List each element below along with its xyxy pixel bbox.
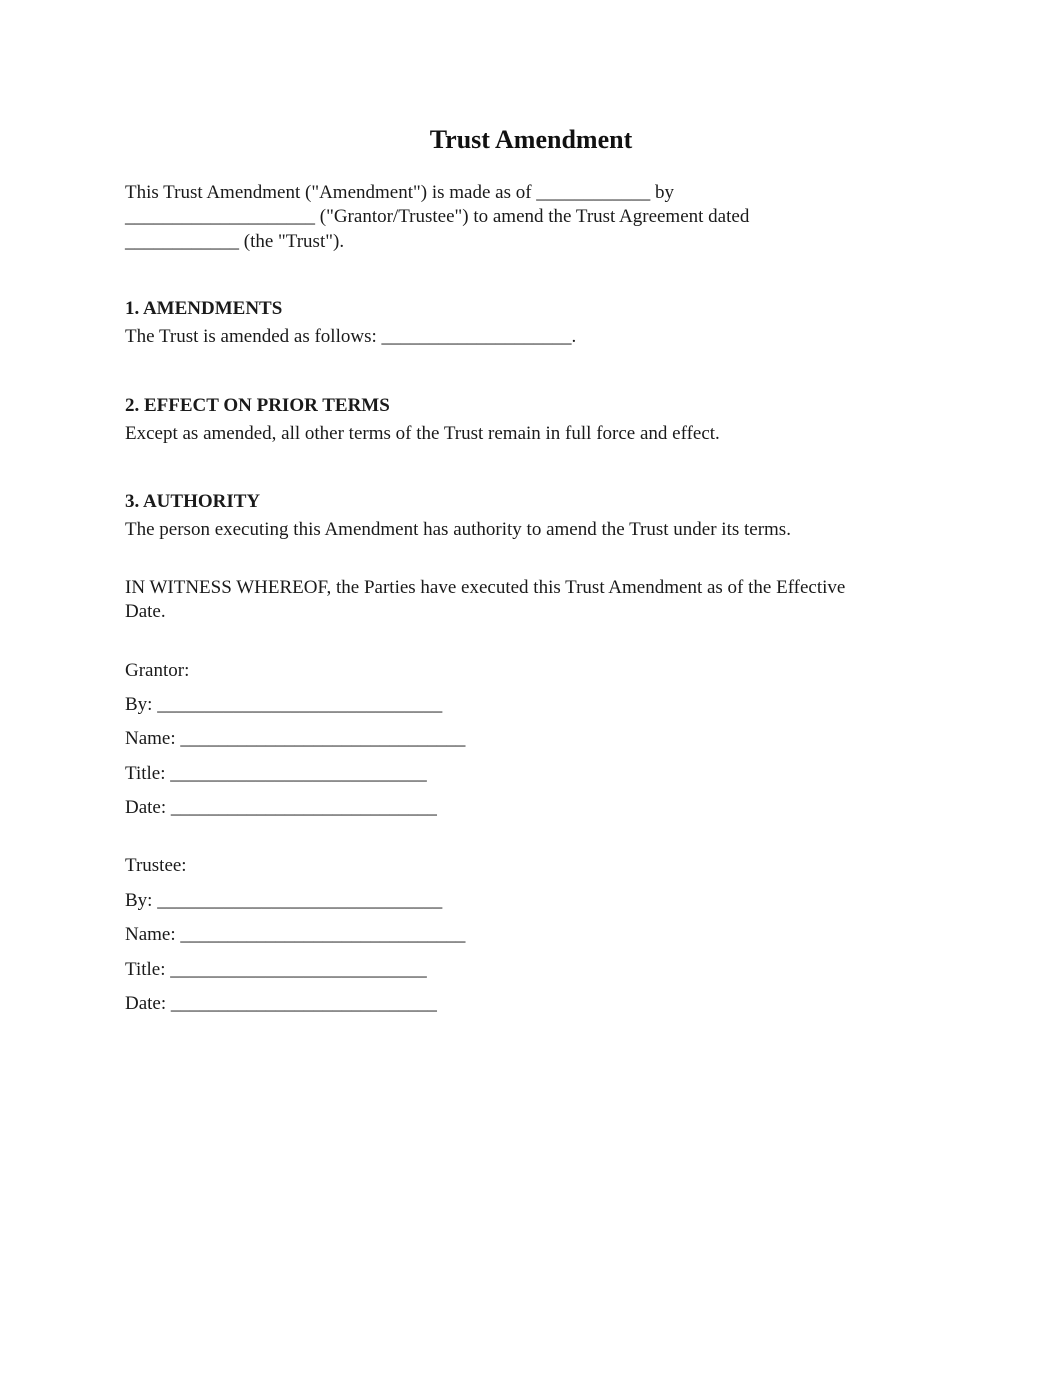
- section-body-amendments: The Trust is amended as follows: ____________________.: [125, 326, 577, 347]
- grantor-name-field: Name: ______________________________: [125, 728, 466, 749]
- trustee-name-field: Name: ______________________________: [125, 924, 466, 945]
- grantor-title-field: Title: ___________________________: [125, 763, 427, 784]
- grantor-label: Grantor:: [125, 660, 190, 681]
- section-heading-amendments: 1. AMENDMENTS: [125, 298, 283, 319]
- trustee-title-field: Title: ___________________________: [125, 959, 427, 980]
- section-body-authority: The person executing this Amendment has authority to amend the Trust under its terms.: [125, 519, 791, 540]
- grantor-date-field: Date: ____________________________: [125, 797, 437, 818]
- trustee-by-field: By: ______________________________: [125, 890, 443, 911]
- intro-line-1: This Trust Amendment ("Amendment") is made as of ____________ by: [125, 182, 675, 203]
- intro-line-3: ____________ (the "Trust").: [125, 231, 345, 252]
- witness-line-2: Date.: [125, 601, 166, 622]
- grantor-by-field: By: ______________________________: [125, 694, 443, 715]
- trustee-label: Trustee:: [125, 855, 187, 876]
- document-title: Trust Amendment: [429, 125, 633, 154]
- witness-line-1: IN WITNESS WHEREOF, the Parties have executed this Trust Amendment as of the Effective: [125, 577, 846, 598]
- intro-line-2: ____________________ ("Grantor/Trustee") to amend the Trust Agreement dated: [125, 206, 750, 227]
- section-heading-authority: 3. AUTHORITY: [125, 491, 261, 512]
- section-heading-effect: 2. EFFECT ON PRIOR TERMS: [125, 395, 390, 416]
- section-body-effect: Except as amended, all other terms of the Trust remain in full force and effect.: [125, 423, 720, 444]
- trustee-date-field: Date: ____________________________: [125, 993, 437, 1014]
